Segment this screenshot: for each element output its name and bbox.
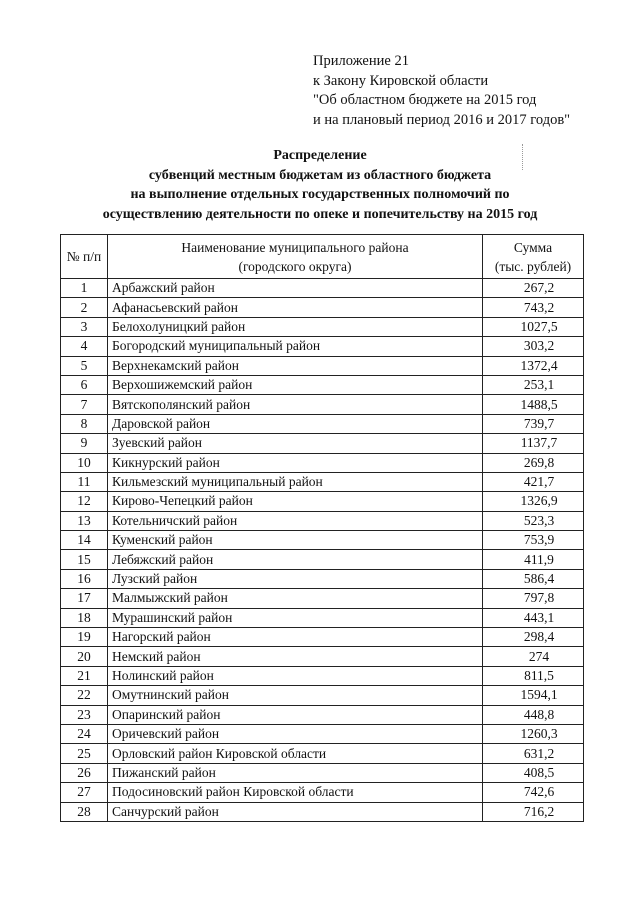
- amount: 1326,9: [483, 492, 584, 511]
- row-number: 4: [61, 337, 108, 356]
- amount: 716,2: [483, 802, 584, 821]
- row-number: 5: [61, 356, 108, 375]
- district-name: Кикнурский район: [108, 453, 483, 472]
- amount: 1594,1: [483, 686, 584, 705]
- header-name-line1: Наименование муниципального района: [181, 239, 409, 255]
- district-name: Белохолуницкий район: [108, 317, 483, 336]
- district-name: Зуевский район: [108, 434, 483, 453]
- table-row: [61, 375, 584, 394]
- table-row: [61, 472, 584, 491]
- row-number: 9: [61, 434, 108, 453]
- title-line: на выполнение отдельных государственных полномочий по: [130, 187, 510, 202]
- appendix-line: и на плановый период 2016 и 2017 годов": [313, 111, 571, 128]
- amount: 631,2: [483, 744, 584, 763]
- amount: 411,9: [483, 550, 584, 569]
- table-row: [61, 744, 584, 763]
- row-number: 28: [61, 802, 108, 821]
- table-row: [61, 279, 584, 298]
- row-number: 24: [61, 724, 108, 743]
- table-row: [61, 511, 584, 530]
- table-row: [61, 337, 584, 356]
- district-name: Нагорский район: [108, 628, 483, 647]
- row-number: 11: [61, 472, 108, 491]
- district-name: Орловский район Кировской области: [108, 744, 483, 763]
- document-title: [40, 146, 600, 224]
- row-number: 14: [61, 531, 108, 550]
- header-name: [108, 235, 483, 279]
- district-name: Лузский район: [108, 569, 483, 588]
- row-number: 10: [61, 453, 108, 472]
- row-number: 3: [61, 317, 108, 336]
- amount: 443,1: [483, 608, 584, 627]
- row-number: 27: [61, 783, 108, 802]
- district-name: Верхошижемский район: [108, 375, 483, 394]
- table-row: [61, 647, 584, 666]
- appendix-line: к Закону Кировской области: [313, 72, 489, 89]
- amount: 1027,5: [483, 317, 584, 336]
- table-row: [61, 666, 584, 685]
- table-row: [61, 628, 584, 647]
- amount: 303,2: [483, 337, 584, 356]
- amount: 742,6: [483, 783, 584, 802]
- district-name: Немский район: [108, 647, 483, 666]
- header-sum-line1: Сумма: [513, 239, 553, 255]
- district-name: Афанасьевский район: [108, 298, 483, 317]
- row-number: 25: [61, 744, 108, 763]
- row-number: 8: [61, 414, 108, 433]
- table-row: [61, 395, 584, 414]
- district-name: Вятскополянский район: [108, 395, 483, 414]
- title-line: Распределение: [273, 148, 367, 163]
- district-name: Куменский район: [108, 531, 483, 550]
- row-number: 2: [61, 298, 108, 317]
- amount: 253,1: [483, 375, 584, 394]
- table-row: [61, 414, 584, 433]
- amount: 274: [483, 647, 584, 666]
- amount: 408,5: [483, 763, 584, 782]
- district-name: Омутнинский район: [108, 686, 483, 705]
- district-name: Санчурский район: [108, 802, 483, 821]
- row-number: 13: [61, 511, 108, 530]
- district-name: Кильмезский муниципальный район: [108, 472, 483, 491]
- table-row: [61, 298, 584, 317]
- row-number: 26: [61, 763, 108, 782]
- amount: 298,4: [483, 628, 584, 647]
- district-name: Опаринский район: [108, 705, 483, 724]
- row-number: 6: [61, 375, 108, 394]
- row-number: 18: [61, 608, 108, 627]
- appendix-note: [313, 52, 570, 130]
- district-name: Мурашинский район: [108, 608, 483, 627]
- district-name: Малмыжский район: [108, 589, 483, 608]
- row-number: 23: [61, 705, 108, 724]
- table-row: [61, 802, 584, 821]
- header-name-line2: (городского округа): [238, 258, 352, 274]
- district-name: Оричевский район: [108, 724, 483, 743]
- district-name: Котельничский район: [108, 511, 483, 530]
- table-row: [61, 705, 584, 724]
- district-name: Нолинский район: [108, 666, 483, 685]
- amount: 739,7: [483, 414, 584, 433]
- district-name: Даровской район: [108, 414, 483, 433]
- title-line: осуществлению деятельности по опеке и попечительству на 2015 год: [102, 206, 538, 222]
- table-row: [61, 356, 584, 375]
- table-row: [61, 492, 584, 511]
- district-name: Верхнекамский район: [108, 356, 483, 375]
- amount: 586,4: [483, 569, 584, 588]
- row-number: 1: [61, 279, 108, 298]
- table-row: [61, 686, 584, 705]
- amount: 1372,4: [483, 356, 584, 375]
- row-number: 20: [61, 647, 108, 666]
- row-number: 22: [61, 686, 108, 705]
- district-name: Пижанский район: [108, 763, 483, 782]
- amount: 743,2: [483, 298, 584, 317]
- table-row: [61, 317, 584, 336]
- row-number: 19: [61, 628, 108, 647]
- amount: 797,8: [483, 589, 584, 608]
- amount: 1137,7: [483, 434, 584, 453]
- table-header-row: [61, 235, 584, 279]
- district-name: Кирово-Чепецкий район: [108, 492, 483, 511]
- subvention-table: [60, 234, 584, 822]
- title-line: субвенций местным бюджетам из областного бюджета: [148, 167, 492, 183]
- table-row: [61, 724, 584, 743]
- header-sum-line2: (тыс. рублей): [494, 258, 572, 274]
- table-row: [61, 531, 584, 550]
- district-name: Подосиновский район Кировской области: [108, 783, 483, 802]
- row-number: 12: [61, 492, 108, 511]
- table-row: [61, 453, 584, 472]
- amount: 1488,5: [483, 395, 584, 414]
- row-number: 15: [61, 550, 108, 569]
- appendix-line: Приложение 21: [313, 53, 409, 69]
- district-name: Арбажский район: [108, 279, 483, 298]
- amount: 269,8: [483, 453, 584, 472]
- amount: 753,9: [483, 531, 584, 550]
- table-row: [61, 608, 584, 627]
- table-row: [61, 783, 584, 802]
- table-row: [61, 763, 584, 782]
- header-sum: [483, 235, 584, 279]
- row-number: 16: [61, 569, 108, 588]
- table-row: [61, 589, 584, 608]
- table-row: [61, 434, 584, 453]
- amount: 523,3: [483, 511, 584, 530]
- amount: 267,2: [483, 279, 584, 298]
- amount: 1260,3: [483, 724, 584, 743]
- district-name: Лебяжский район: [108, 550, 483, 569]
- district-name: Богородский муниципальный район: [108, 337, 483, 356]
- amount: 448,8: [483, 705, 584, 724]
- amount: 811,5: [483, 666, 584, 685]
- header-num: № п/п: [61, 235, 108, 279]
- table-row: [61, 550, 584, 569]
- row-number: 17: [61, 589, 108, 608]
- appendix-line: "Об областном бюджете на 2015 год: [313, 92, 537, 108]
- table-row: [61, 569, 584, 588]
- row-number: 7: [61, 395, 108, 414]
- table-body: [61, 279, 584, 822]
- row-number: 21: [61, 666, 108, 685]
- amount: 421,7: [483, 472, 584, 491]
